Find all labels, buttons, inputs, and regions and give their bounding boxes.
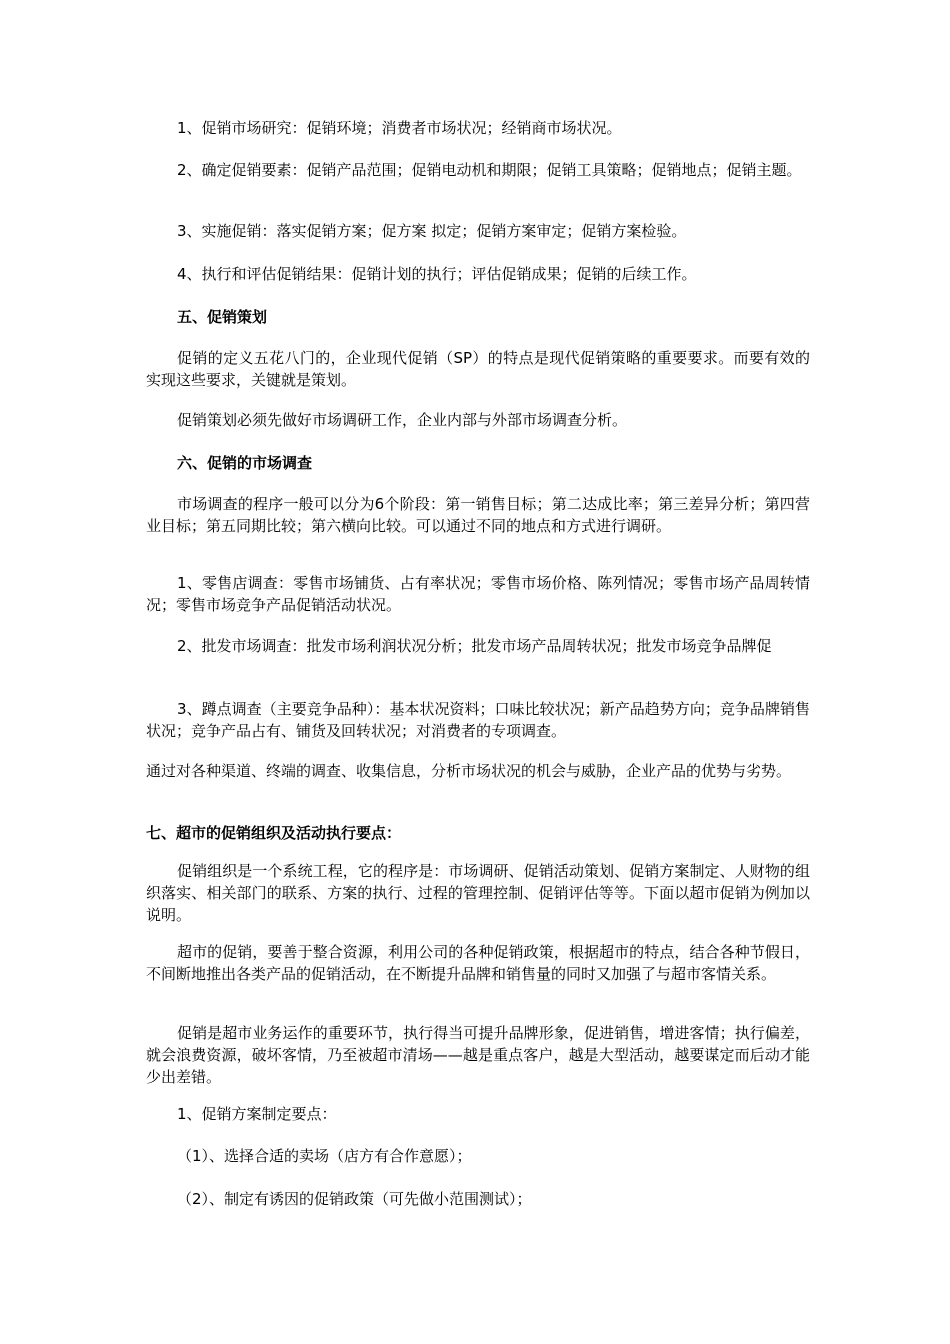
list-item-2: （2）、制定有诱因的促销政策（可先做小范围测试）； [177, 1190, 532, 1208]
paragraph-retail: 1、零售店调查：零售市场铺货、占有率状况；零售市场价格、陈列情况；零售市场产品周转情况；零售市场竞争产品促销活动状况。 [146, 574, 810, 614]
paragraph-wholesale: 2、批发市场调查：批发市场利润状况分析；批发市场产品周转状况；批发市场竞争品牌促 [177, 637, 772, 655]
paragraph-supermarket: 超市的促销，要善于整合资源，利用公司的各种促销政策，根据超市的特点，结合各种节假日，不间断地推出各类产品的促销活动，在不断提升品牌和销售量的同时又加强了与超市客情关系。 [146, 943, 810, 983]
paragraph-summary: 通过对各种渠道、终端的调查、收集信息，分析市场状况的机会与威胁，企业产品的优势与劣势。 [146, 762, 792, 780]
paragraph-plan-points: 1、促销方案制定要点： [177, 1105, 337, 1123]
paragraph-spot-check: 3、蹲点调查（主要竞争品种）：基本状况资料；口味比较状况；新产品趋势方向；竞争品牌销售状况；竞争产品占有、铺货及回转状况；对消费者的专项调查。 [146, 700, 810, 740]
paragraph-definition: 促销的定义五花八门的，企业现代促销（SP）的特点是现代促销策略的重要要求。而要有效的实现这些要求，关键就是策划。 [146, 349, 810, 389]
section-heading-5: 五、促销策划 [177, 308, 268, 326]
paragraph-elements: 2、确定促销要素：促销产品范围；促销电动机和期限；促销工具策略；促销地点；促销主题。 [177, 161, 802, 179]
section-heading-7: 七、超市的促销组织及活动执行要点： [146, 824, 402, 842]
paragraph-organization: 促销组织是一个系统工程，它的程序是：市场调研、促销活动策划、促销方案制定、人财物的组织落实、相关部门的联系、方案的执行、过程的管理控制、促销评估等等。下面以超市促销为例加以说明。 [146, 862, 810, 924]
paragraph-research: 1、促销市场研究：促销环境；消费者市场状况；经销商市场状况。 [177, 119, 622, 137]
paragraph-evaluate: 4、执行和评估促销结果：促销计划的执行；评估促销成果；促销的后续工作。 [177, 265, 697, 283]
list-item-1: （1）、选择合适的卖场（店方有合作意愿）； [177, 1147, 472, 1165]
paragraph-survey-steps: 市场调查的程序一般可以分为6个阶段：第一销售目标；第二达成比率；第三差异分析；第四营业目标；第五同期比较；第六横向比较。可以通过不同的地点和方式进行调研。 [146, 495, 810, 535]
paragraph-planning: 促销策划必须先做好市场调研工作，企业内部与外部市场调查分析。 [177, 411, 628, 429]
section-heading-6: 六、促销的市场调查 [177, 454, 313, 472]
paragraph-implement: 3、实施促销：落实促销方案；促方案 拟定；促销方案审定；促销方案检验。 [177, 222, 687, 240]
paragraph-execution: 促销是超市业务运作的重要环节，执行得当可提升品牌形象，促进销售，增进客情；执行偏差，就会浪费资源，破坏客情，乃至被超市清场——越是重点客户，越是大型活动，越要谋定而后动才能少出差错。 [146, 1024, 810, 1086]
